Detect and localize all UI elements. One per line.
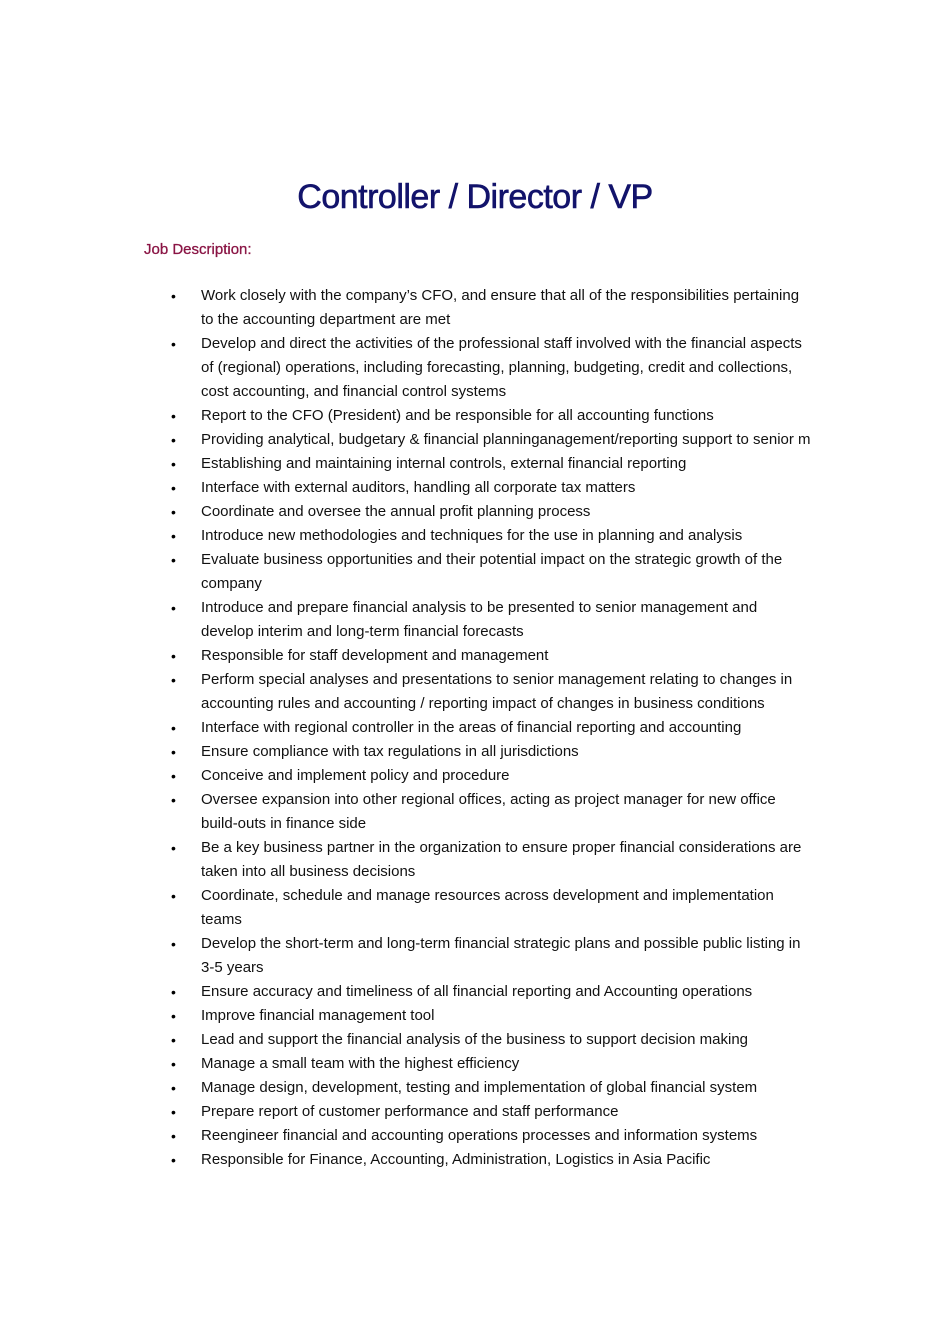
duty-list-item bbox=[0, 1028, 813, 1052]
duty-list-item bbox=[0, 764, 813, 788]
duty-list-item bbox=[0, 644, 813, 668]
duty-list-item bbox=[0, 836, 813, 884]
bullet-icon: • bbox=[171, 336, 176, 352]
duty-text: Responsible for staff development and management bbox=[201, 647, 549, 664]
bullet-icon: • bbox=[171, 480, 176, 496]
duty-text: Conceive and implement policy and procedure bbox=[201, 767, 510, 784]
duty-text: Perform special analyses and presentations to senior management relating to changes in accounting rules and accounting / reporting impact of changes in business conditions bbox=[201, 671, 793, 712]
bullet-icon: • bbox=[171, 408, 176, 424]
duty-text: Establishing and maintaining internal controls, external financial reporting bbox=[201, 455, 687, 472]
duty-text: Manage design, development, testing and implementation of global financial system bbox=[201, 1079, 758, 1096]
duty-text: Introduce and prepare financial analysis to be presented to senior management and develop interim and long-term financial forecasts bbox=[201, 599, 758, 640]
duty-text: Lead and support the financial analysis of the business to support decision making bbox=[201, 1031, 749, 1048]
bullet-icon: • bbox=[171, 528, 176, 544]
duty-text: Work closely with the company’s CFO, and ensure that all of the responsibilities pertaining to the accounting department are met bbox=[201, 287, 800, 328]
duty-text: Prepare report of customer performance and staff performance bbox=[201, 1103, 619, 1120]
duty-list-item bbox=[0, 884, 813, 932]
duty-text: Introduce new methodologies and techniques for the use in planning and analysis bbox=[201, 527, 743, 544]
duty-list-item bbox=[0, 332, 813, 404]
duty-list-item bbox=[0, 1100, 813, 1124]
duty-list-item bbox=[0, 404, 813, 428]
bullet-icon: • bbox=[171, 648, 176, 664]
bullet-icon: • bbox=[171, 888, 176, 904]
duty-list-item bbox=[0, 788, 813, 836]
duty-list-item bbox=[0, 716, 813, 740]
duty-list-item bbox=[0, 524, 813, 548]
bullet-icon: • bbox=[171, 552, 176, 568]
duty-text: Manage a small team with the highest efficiency bbox=[201, 1055, 520, 1072]
duty-text: Report to the CFO (President) and be responsible for all accounting functions bbox=[201, 407, 714, 424]
bullet-icon: • bbox=[171, 768, 176, 784]
bullet-icon: • bbox=[171, 1008, 176, 1024]
bullet-icon: • bbox=[171, 984, 176, 1000]
duty-list-item bbox=[0, 1148, 813, 1172]
duty-list-item bbox=[0, 596, 813, 644]
page-title: Controller / Director / VP bbox=[297, 178, 653, 216]
duty-list-item bbox=[0, 980, 813, 1004]
bullet-icon: • bbox=[171, 288, 176, 304]
duty-text: Improve financial management tool bbox=[201, 1007, 435, 1024]
duty-list-item bbox=[0, 1124, 813, 1148]
bullet-icon: • bbox=[171, 1080, 176, 1096]
duty-text: Responsible for Finance, Accounting, Administration, Logistics in Asia Pacific bbox=[201, 1151, 711, 1168]
duty-text: Providing analytical, budgetary & financial planninganagement/reporting support to senior m bbox=[201, 431, 811, 448]
bullet-icon: • bbox=[171, 936, 176, 952]
bullet-icon: • bbox=[171, 1152, 176, 1168]
duty-text: Interface with regional controller in the areas of financial reporting and accounting bbox=[201, 719, 742, 736]
duty-text: Coordinate, schedule and manage resources across development and implementation teams bbox=[201, 887, 774, 928]
duty-text: Develop and direct the activities of the professional staff involved with the financial aspects of (regional) operations, including forecasting, planning, budgeting, credit and collections, cost accounting, and financial control systems bbox=[201, 335, 802, 400]
duty-text: Ensure accuracy and timeliness of all financial reporting and Accounting operations bbox=[201, 983, 753, 1000]
bullet-icon: • bbox=[171, 672, 176, 688]
duty-text: Coordinate and oversee the annual profit planning process bbox=[201, 503, 591, 520]
bullet-icon: • bbox=[171, 1032, 176, 1048]
bullet-icon: • bbox=[171, 1056, 176, 1072]
bullet-icon: • bbox=[171, 1128, 176, 1144]
bullet-icon: • bbox=[171, 600, 176, 616]
bullet-icon: • bbox=[171, 840, 176, 856]
duty-list-item bbox=[0, 452, 813, 476]
duty-text: Develop the short-term and long-term financial strategic plans and possible public listing in 3-5 years bbox=[201, 935, 801, 976]
duty-list-item bbox=[0, 1004, 813, 1028]
duty-list-item bbox=[0, 932, 813, 980]
section-label-job-description: Job Description: bbox=[144, 241, 252, 258]
duty-list-item bbox=[0, 500, 813, 524]
duty-list-item bbox=[0, 1052, 813, 1076]
duty-list-item bbox=[0, 1076, 813, 1100]
duty-text: Interface with external auditors, handling all corporate tax matters bbox=[201, 479, 636, 496]
duty-text: Evaluate business opportunities and their potential impact on the strategic growth of the company bbox=[201, 551, 783, 592]
duty-list-item bbox=[0, 476, 813, 500]
duties-list bbox=[0, 284, 950, 1172]
duty-list-item bbox=[0, 284, 813, 332]
bullet-icon: • bbox=[171, 1104, 176, 1120]
duty-list-item bbox=[0, 548, 813, 596]
bullet-icon: • bbox=[171, 432, 176, 448]
duty-text: Reengineer financial and accounting operations processes and information systems bbox=[201, 1127, 758, 1144]
bullet-icon: • bbox=[171, 744, 176, 760]
duty-list-item bbox=[0, 740, 813, 764]
bullet-icon: • bbox=[171, 720, 176, 736]
duty-text: Oversee expansion into other regional offices, acting as project manager for new office build-outs in finance side bbox=[201, 791, 776, 832]
bullet-icon: • bbox=[171, 456, 176, 472]
duty-text: Be a key business partner in the organization to ensure proper financial considerations are taken into all business decisions bbox=[201, 839, 802, 880]
duty-list-item bbox=[0, 428, 813, 452]
duty-text: Ensure compliance with tax regulations in all jurisdictions bbox=[201, 743, 579, 760]
duty-list-item bbox=[0, 668, 813, 716]
bullet-icon: • bbox=[171, 792, 176, 808]
bullet-icon: • bbox=[171, 504, 176, 520]
